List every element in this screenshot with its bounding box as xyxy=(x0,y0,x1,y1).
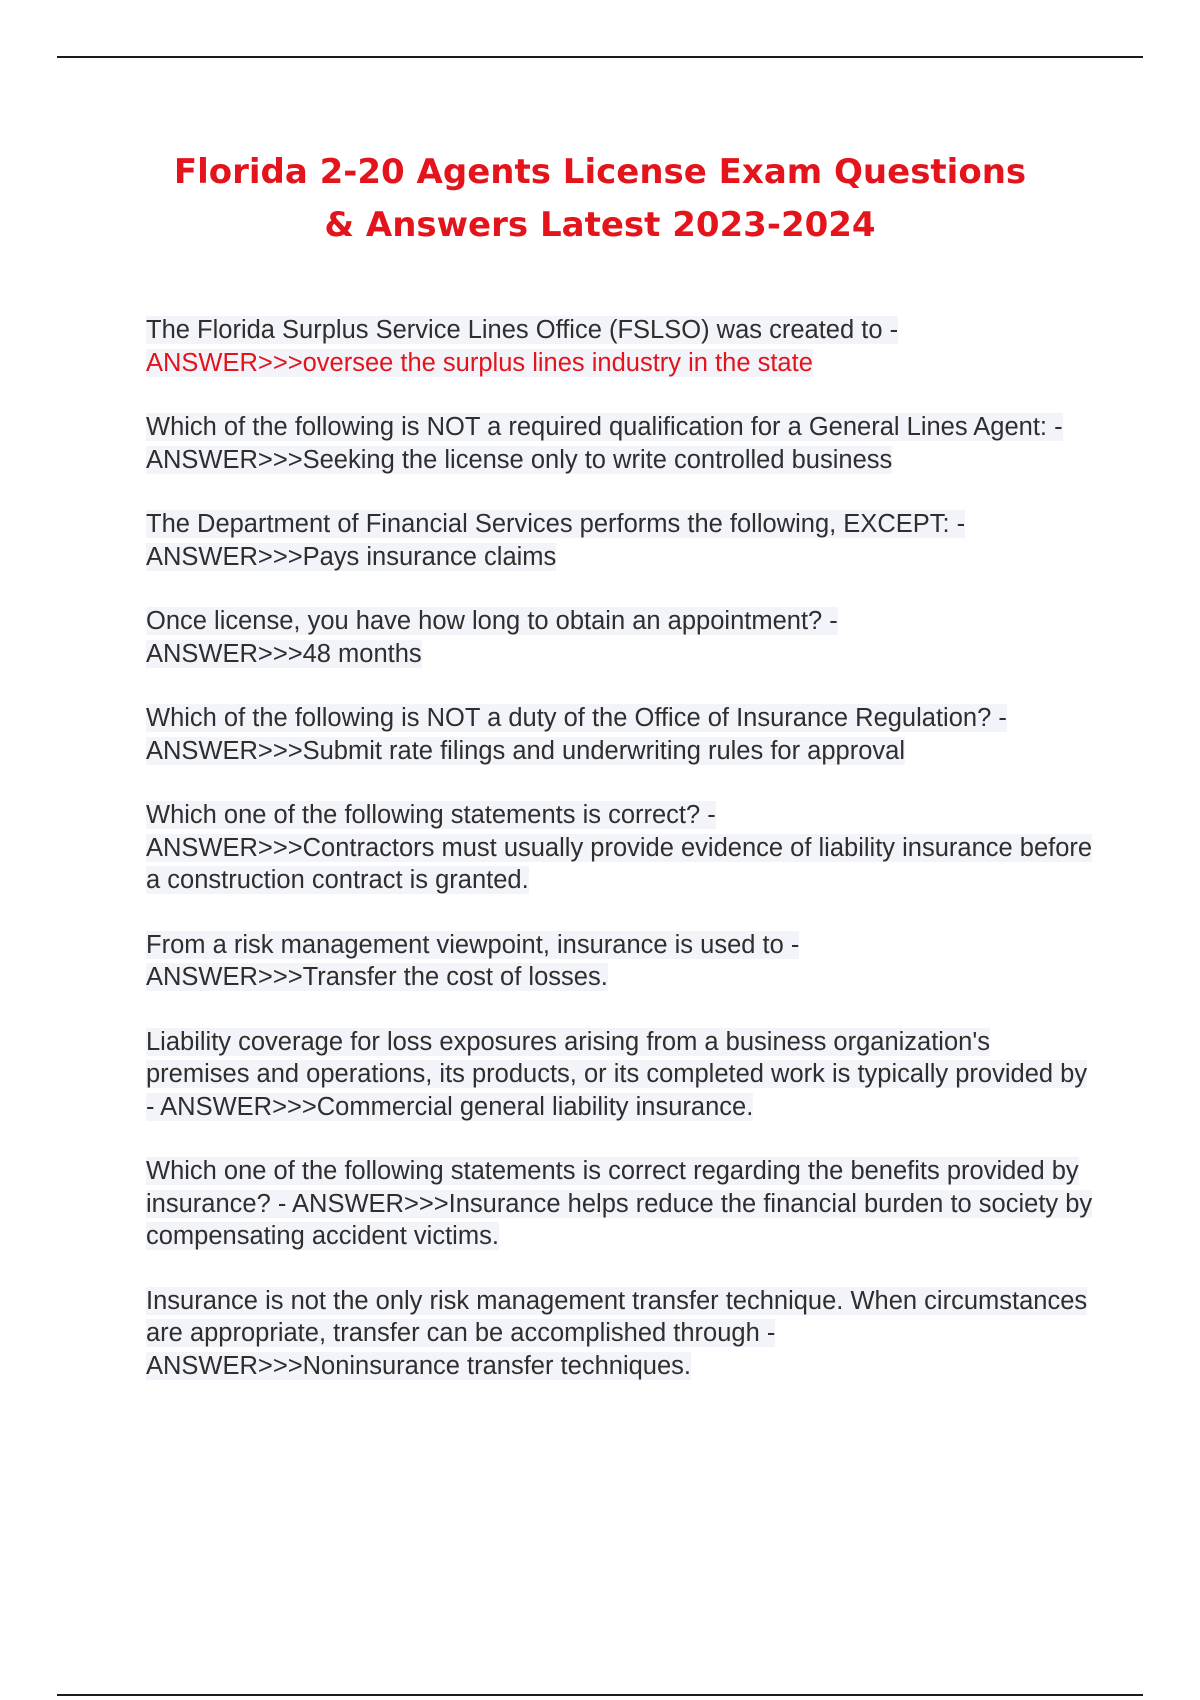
answer-text: ANSWER>>>Transfer the cost of losses. xyxy=(146,963,608,991)
question-text: The Florida Surplus Service Lines Office (FSLSO) was created to - xyxy=(146,316,899,344)
question-text: Which one of the following statements is correct regarding the benefits provided by insurance? - xyxy=(146,1157,1079,1218)
qa-item xyxy=(146,1026,1096,1124)
question-text: From a risk management viewpoint, insurance is used to - xyxy=(146,930,800,959)
title-line-1: Florida 2-20 Agents License Exam Questions xyxy=(173,152,1027,192)
question-text: Which of the following is NOT a duty of the Office of Insurance Regulation? - xyxy=(146,704,1007,732)
bottom-rule xyxy=(57,1694,1143,1696)
qa-item xyxy=(146,1155,1096,1253)
top-rule xyxy=(57,56,1143,58)
qa-list xyxy=(146,314,1096,1414)
document-title xyxy=(100,146,1100,252)
answer-text: ANSWER>>>Contractors must usually provide evidence of liability insurance before a construction contract is granted. xyxy=(146,833,1093,894)
qa-item xyxy=(146,411,1096,476)
qa-item xyxy=(146,929,1096,994)
qa-item xyxy=(146,799,1096,897)
qa-item xyxy=(146,1285,1096,1383)
answer-text: ANSWER>>>Seeking the license only to write controlled business xyxy=(146,445,893,474)
qa-item xyxy=(146,508,1096,573)
question-text: The Department of Financial Services performs the following, EXCEPT: - xyxy=(146,510,966,538)
qa-item xyxy=(146,605,1096,670)
question-text: Which of the following is NOT a required qualification for a General Lines Agent: - xyxy=(146,413,1063,441)
answer-text: ANSWER>>>Pays insurance claims xyxy=(146,542,557,571)
question-text: Insurance is not the only risk management transfer technique. When circumstances are appropriate, transfer can be accomplished through - xyxy=(146,1286,1088,1347)
answer-text: ANSWER>>>48 months xyxy=(146,639,422,668)
answer-text: ANSWER>>>Commercial general liability insurance. xyxy=(160,1092,754,1121)
question-text: Which one of the following statements is correct? - xyxy=(146,801,716,829)
answer-text: ANSWER>>>Noninsurance transfer techniques. xyxy=(146,1351,691,1380)
answer-text: ANSWER>>>oversee the surplus lines industry in the state xyxy=(146,348,813,377)
qa-item xyxy=(146,314,1096,379)
title-line-2: & Answers Latest 2023-2024 xyxy=(324,205,876,245)
qa-item xyxy=(146,702,1096,767)
question-text: Once license, you have how long to obtain an appointment? - xyxy=(146,607,838,635)
answer-text: ANSWER>>>Insurance helps reduce the financial burden to society by compensating accident victims. xyxy=(146,1189,1093,1250)
answer-text: ANSWER>>>Submit rate filings and underwriting rules for approval xyxy=(146,736,905,765)
question-text: Liability coverage for loss exposures arising from a business organization's premises and operations, its products, or its completed work is typically provided by - xyxy=(146,1027,1088,1121)
